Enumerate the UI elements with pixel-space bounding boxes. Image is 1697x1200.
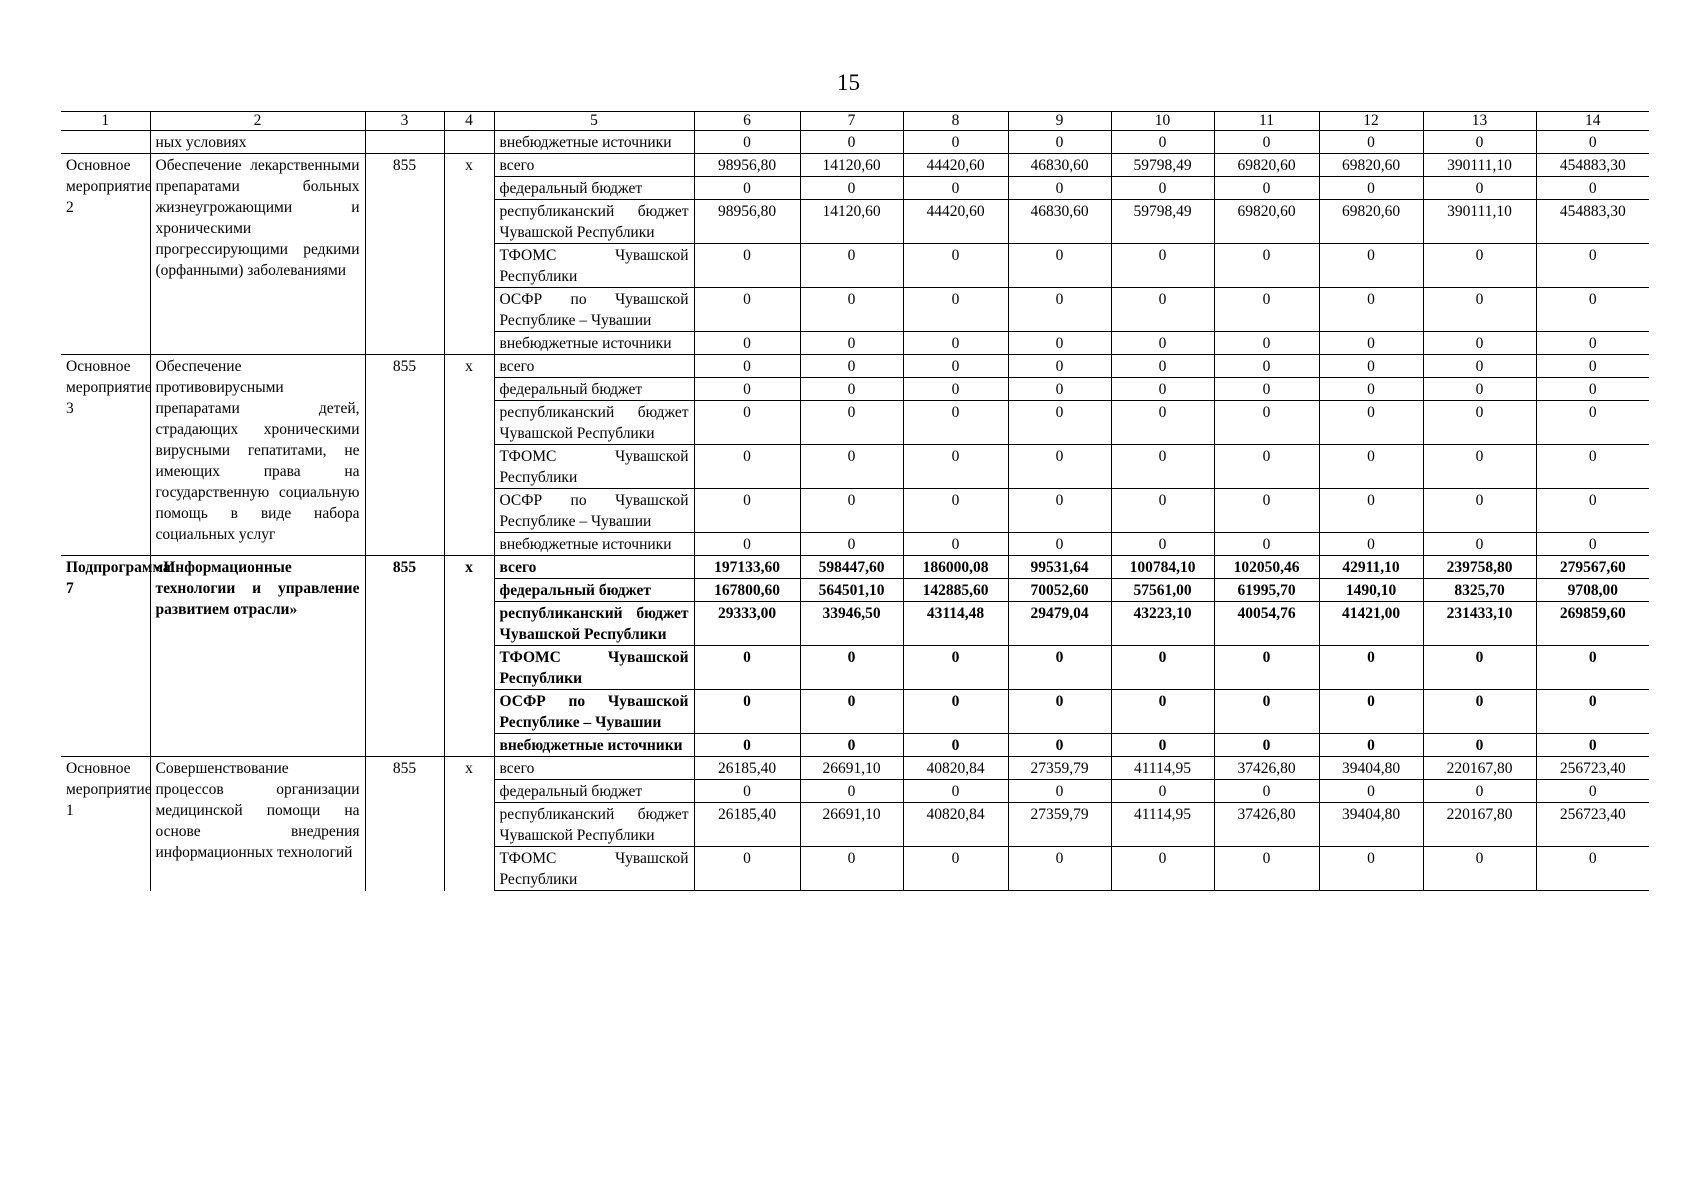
funding-value: 0 xyxy=(1008,288,1111,332)
responsible-code xyxy=(365,131,444,154)
column-number-2: 2 xyxy=(150,112,365,131)
funding-value: 0 xyxy=(1008,734,1111,757)
funding-value: 0 xyxy=(903,332,1008,355)
funding-value: 0 xyxy=(1423,533,1536,556)
funding-value: 0 xyxy=(1214,646,1319,690)
funding-value: 46830,60 xyxy=(1008,200,1111,244)
funding-value: 0 xyxy=(1423,646,1536,690)
funding-value: 0 xyxy=(1008,646,1111,690)
funding-value: 0 xyxy=(694,131,800,154)
funding-value: 26185,40 xyxy=(694,757,800,780)
table-row xyxy=(61,131,1649,154)
funding-source: ОСФР по Чувашской Республике – Чувашии xyxy=(494,489,694,533)
funding-source: федеральный бюджет xyxy=(494,378,694,401)
funding-value: 0 xyxy=(694,533,800,556)
funding-value: 0 xyxy=(694,401,800,445)
funding-source: республиканский бюджет Чувашской Республики xyxy=(494,602,694,646)
funding-value: 0 xyxy=(1111,177,1214,200)
funding-value: 279567,60 xyxy=(1536,556,1649,579)
funding-value: 0 xyxy=(903,734,1008,757)
funding-value: 0 xyxy=(903,401,1008,445)
funding-value: 0 xyxy=(1423,847,1536,891)
funding-value: 0 xyxy=(694,780,800,803)
funding-value: 0 xyxy=(1319,355,1423,378)
funding-value: 0 xyxy=(1536,780,1649,803)
funding-value: 0 xyxy=(1111,288,1214,332)
funding-value: 0 xyxy=(800,378,903,401)
column-number-4: 4 xyxy=(444,112,494,131)
funding-value: 142885,60 xyxy=(903,579,1008,602)
funding-value: 256723,40 xyxy=(1536,803,1649,847)
funding-value: 0 xyxy=(694,847,800,891)
funding-value: 0 xyxy=(1319,332,1423,355)
funding-value: 0 xyxy=(1423,177,1536,200)
funding-source: всего xyxy=(494,757,694,780)
funding-value: 40054,76 xyxy=(1214,602,1319,646)
funding-value: 41421,00 xyxy=(1319,602,1423,646)
funding-value: 0 xyxy=(694,355,800,378)
funding-source: ОСФР по Чувашской Республике – Чувашии xyxy=(494,690,694,734)
funding-value: 37426,80 xyxy=(1214,803,1319,847)
funding-value: 0 xyxy=(1423,401,1536,445)
funding-value: 0 xyxy=(1111,734,1214,757)
funding-value: 0 xyxy=(800,244,903,288)
column-number-row xyxy=(61,112,1649,131)
program-item-name: Основное мероприятие 3 xyxy=(61,355,150,556)
funding-value: 0 xyxy=(1319,445,1423,489)
funding-value: 37426,80 xyxy=(1214,757,1319,780)
column-number-12: 12 xyxy=(1319,112,1423,131)
funding-value: 0 xyxy=(800,489,903,533)
funding-value: 8325,70 xyxy=(1423,579,1536,602)
budget-table xyxy=(61,111,1649,891)
funding-value: 0 xyxy=(1536,445,1649,489)
funding-value: 0 xyxy=(1536,847,1649,891)
funding-value: 0 xyxy=(1423,489,1536,533)
funding-value: 0 xyxy=(903,646,1008,690)
funding-value: 0 xyxy=(800,445,903,489)
program-item-title: Совершенствование процессов организации медицинской помощи на основе внедрения информационных технологий xyxy=(150,757,365,891)
funding-value: 0 xyxy=(903,378,1008,401)
funding-value: 0 xyxy=(694,332,800,355)
funding-value: 0 xyxy=(694,244,800,288)
funding-value: 0 xyxy=(1423,355,1536,378)
funding-value: 98956,80 xyxy=(694,200,800,244)
funding-value: 0 xyxy=(1214,489,1319,533)
funding-value: 44420,60 xyxy=(903,154,1008,177)
column-number-11: 11 xyxy=(1214,112,1319,131)
funding-value: 0 xyxy=(1536,288,1649,332)
funding-value: 0 xyxy=(1214,533,1319,556)
funding-value: 9708,00 xyxy=(1536,579,1649,602)
funding-value: 0 xyxy=(1536,646,1649,690)
program-item-title: Обеспечение противовирусными препаратами детей, страдающих хроническими вирусными гепатитами, не имеющих права на государственную социальную помощь в виде набора социальных услуг xyxy=(150,355,365,556)
funding-value: 41114,95 xyxy=(1111,803,1214,847)
funding-value: 0 xyxy=(1423,734,1536,757)
program-item-name: Основное мероприятие 2 xyxy=(61,154,150,355)
funding-value: 0 xyxy=(800,401,903,445)
column-number-1: 1 xyxy=(61,112,150,131)
funding-source: ТФОМС Чувашской Республики xyxy=(494,445,694,489)
funding-value: 0 xyxy=(800,734,903,757)
funding-value: 0 xyxy=(800,847,903,891)
funding-value: 0 xyxy=(1214,131,1319,154)
column-number-14: 14 xyxy=(1536,112,1649,131)
funding-source: внебюджетные источники xyxy=(494,533,694,556)
funding-value: 0 xyxy=(800,288,903,332)
column-number-8: 8 xyxy=(903,112,1008,131)
funding-value: 0 xyxy=(1111,401,1214,445)
program-item-name xyxy=(61,131,150,154)
co-executor-mark: х xyxy=(444,556,494,757)
funding-source: федеральный бюджет xyxy=(494,177,694,200)
funding-source: всего xyxy=(494,556,694,579)
funding-source: всего xyxy=(494,355,694,378)
page-number: 15 xyxy=(837,70,860,95)
funding-source: республиканский бюджет Чувашской Республики xyxy=(494,803,694,847)
funding-value: 239758,80 xyxy=(1423,556,1536,579)
funding-value: 59798,49 xyxy=(1111,200,1214,244)
funding-value: 102050,46 xyxy=(1214,556,1319,579)
funding-value: 0 xyxy=(1536,489,1649,533)
funding-source: республиканский бюджет Чувашской Республики xyxy=(494,401,694,445)
funding-value: 0 xyxy=(800,533,903,556)
table-row xyxy=(61,556,1649,579)
funding-value: 0 xyxy=(903,177,1008,200)
funding-value: 0 xyxy=(694,690,800,734)
funding-value: 454883,30 xyxy=(1536,200,1649,244)
funding-value: 0 xyxy=(1111,244,1214,288)
funding-value: 0 xyxy=(1536,690,1649,734)
funding-value: 0 xyxy=(1319,533,1423,556)
funding-value: 0 xyxy=(1111,690,1214,734)
funding-source: ТФОМС Чувашской Республики xyxy=(494,847,694,891)
funding-value: 0 xyxy=(1536,533,1649,556)
funding-value: 0 xyxy=(694,288,800,332)
funding-value: 0 xyxy=(1008,378,1111,401)
funding-value: 0 xyxy=(1423,131,1536,154)
funding-value: 0 xyxy=(1319,690,1423,734)
funding-value: 564501,10 xyxy=(800,579,903,602)
funding-value: 0 xyxy=(1319,734,1423,757)
funding-value: 0 xyxy=(1214,401,1319,445)
funding-value: 0 xyxy=(694,177,800,200)
funding-value: 0 xyxy=(1111,378,1214,401)
funding-value: 41114,95 xyxy=(1111,757,1214,780)
funding-value: 0 xyxy=(1214,734,1319,757)
funding-value: 0 xyxy=(903,131,1008,154)
funding-value: 0 xyxy=(903,244,1008,288)
funding-value: 0 xyxy=(1008,177,1111,200)
funding-value: 197133,60 xyxy=(694,556,800,579)
funding-value: 220167,80 xyxy=(1423,757,1536,780)
funding-value: 0 xyxy=(800,355,903,378)
funding-value: 0 xyxy=(903,445,1008,489)
funding-value: 98956,80 xyxy=(694,154,800,177)
funding-value: 0 xyxy=(1008,244,1111,288)
funding-value: 0 xyxy=(1008,690,1111,734)
funding-value: 0 xyxy=(1536,177,1649,200)
funding-value: 0 xyxy=(1319,177,1423,200)
funding-value: 0 xyxy=(694,489,800,533)
funding-value: 43114,48 xyxy=(903,602,1008,646)
funding-value: 69820,60 xyxy=(1214,154,1319,177)
funding-value: 0 xyxy=(1214,445,1319,489)
funding-value: 390111,10 xyxy=(1423,200,1536,244)
funding-source: ТФОМС Чувашской Республики xyxy=(494,646,694,690)
funding-value: 0 xyxy=(800,177,903,200)
table-row xyxy=(61,355,1649,378)
funding-source: внебюджетные источники xyxy=(494,332,694,355)
funding-value: 0 xyxy=(1008,401,1111,445)
funding-value: 0 xyxy=(1319,847,1423,891)
funding-source: всего xyxy=(494,154,694,177)
funding-value: 61995,70 xyxy=(1214,579,1319,602)
funding-value: 220167,80 xyxy=(1423,803,1536,847)
funding-value: 454883,30 xyxy=(1536,154,1649,177)
funding-value: 0 xyxy=(1214,332,1319,355)
funding-source: федеральный бюджет xyxy=(494,780,694,803)
funding-value: 0 xyxy=(1214,355,1319,378)
funding-value: 0 xyxy=(903,355,1008,378)
funding-value: 598447,60 xyxy=(800,556,903,579)
funding-value: 0 xyxy=(800,690,903,734)
co-executor-mark: х xyxy=(444,355,494,556)
funding-value: 69820,60 xyxy=(1214,200,1319,244)
funding-value: 167800,60 xyxy=(694,579,800,602)
funding-value: 26185,40 xyxy=(694,803,800,847)
funding-value: 0 xyxy=(1111,646,1214,690)
funding-value: 0 xyxy=(903,489,1008,533)
funding-value: 186000,08 xyxy=(903,556,1008,579)
funding-value: 0 xyxy=(1319,780,1423,803)
funding-value: 0 xyxy=(800,332,903,355)
funding-value: 69820,60 xyxy=(1319,154,1423,177)
funding-value: 0 xyxy=(1111,533,1214,556)
funding-value: 0 xyxy=(1008,533,1111,556)
funding-value: 0 xyxy=(1214,244,1319,288)
column-number-13: 13 xyxy=(1423,112,1536,131)
funding-value: 0 xyxy=(694,445,800,489)
funding-value: 0 xyxy=(1214,780,1319,803)
funding-value: 39404,80 xyxy=(1319,757,1423,780)
funding-value: 59798,49 xyxy=(1111,154,1214,177)
funding-value: 0 xyxy=(1536,131,1649,154)
funding-source: ОСФР по Чувашской Республике – Чувашии xyxy=(494,288,694,332)
funding-value: 0 xyxy=(1319,131,1423,154)
funding-value: 0 xyxy=(800,646,903,690)
funding-value: 0 xyxy=(1111,847,1214,891)
funding-value: 0 xyxy=(1423,690,1536,734)
funding-value: 256723,40 xyxy=(1536,757,1649,780)
table-row xyxy=(61,154,1649,177)
funding-value: 0 xyxy=(1008,489,1111,533)
program-item-title: Обеспечение лекарственными препаратами больных жизнеугрожающими и хроническими прогрессирующими редкими (орфанными) заболеваниями xyxy=(150,154,365,355)
funding-value: 0 xyxy=(903,780,1008,803)
responsible-code: 855 xyxy=(365,154,444,355)
funding-value: 27359,79 xyxy=(1008,757,1111,780)
funding-value: 14120,60 xyxy=(800,200,903,244)
column-number-9: 9 xyxy=(1008,112,1111,131)
funding-value: 0 xyxy=(903,847,1008,891)
funding-value: 231433,10 xyxy=(1423,602,1536,646)
funding-value: 0 xyxy=(694,646,800,690)
funding-value: 0 xyxy=(903,533,1008,556)
funding-value: 42911,10 xyxy=(1319,556,1423,579)
program-item-title: «Информационные технологии и управление развитием отрасли» xyxy=(150,556,365,757)
funding-value: 0 xyxy=(694,734,800,757)
funding-value: 0 xyxy=(1111,355,1214,378)
funding-source: ТФОМС Чувашской Республики xyxy=(494,244,694,288)
funding-source: республиканский бюджет Чувашской Республики xyxy=(494,200,694,244)
funding-value: 0 xyxy=(694,378,800,401)
funding-value: 0 xyxy=(1536,378,1649,401)
funding-value: 0 xyxy=(1423,244,1536,288)
funding-value: 0 xyxy=(1423,288,1536,332)
column-number-10: 10 xyxy=(1111,112,1214,131)
funding-value: 27359,79 xyxy=(1008,803,1111,847)
funding-value: 0 xyxy=(1111,332,1214,355)
funding-value: 0 xyxy=(800,131,903,154)
funding-value: 26691,10 xyxy=(800,757,903,780)
funding-value: 0 xyxy=(1319,401,1423,445)
funding-value: 0 xyxy=(800,780,903,803)
funding-value: 0 xyxy=(1008,131,1111,154)
funding-value: 40820,84 xyxy=(903,803,1008,847)
column-number-6: 6 xyxy=(694,112,800,131)
funding-value: 0 xyxy=(1536,332,1649,355)
funding-source: федеральный бюджет xyxy=(494,579,694,602)
responsible-code: 855 xyxy=(365,757,444,891)
funding-value: 33946,50 xyxy=(800,602,903,646)
funding-value: 0 xyxy=(1008,332,1111,355)
funding-value: 57561,00 xyxy=(1111,579,1214,602)
funding-value: 0 xyxy=(903,690,1008,734)
funding-value: 390111,10 xyxy=(1423,154,1536,177)
funding-source: внебюджетные источники xyxy=(494,734,694,757)
funding-value: 0 xyxy=(1111,131,1214,154)
funding-value: 99531,64 xyxy=(1008,556,1111,579)
funding-value: 0 xyxy=(1423,780,1536,803)
funding-value: 1490,10 xyxy=(1319,579,1423,602)
funding-value: 269859,60 xyxy=(1536,602,1649,646)
funding-value: 0 xyxy=(903,288,1008,332)
funding-value: 0 xyxy=(1111,445,1214,489)
funding-value: 0 xyxy=(1111,780,1214,803)
funding-value: 0 xyxy=(1319,489,1423,533)
responsible-code: 855 xyxy=(365,556,444,757)
program-item-name: Основное мероприятие 1 xyxy=(61,757,150,891)
funding-value: 0 xyxy=(1536,401,1649,445)
column-number-3: 3 xyxy=(365,112,444,131)
funding-value: 14120,60 xyxy=(800,154,903,177)
funding-value: 100784,10 xyxy=(1111,556,1214,579)
funding-value: 0 xyxy=(1319,378,1423,401)
funding-value: 0 xyxy=(1536,244,1649,288)
funding-value: 39404,80 xyxy=(1319,803,1423,847)
funding-value: 0 xyxy=(1423,445,1536,489)
funding-value: 46830,60 xyxy=(1008,154,1111,177)
funding-value: 0 xyxy=(1214,288,1319,332)
funding-value: 0 xyxy=(1214,177,1319,200)
responsible-code: 855 xyxy=(365,355,444,556)
funding-value: 0 xyxy=(1008,780,1111,803)
table-row xyxy=(61,757,1649,780)
funding-value: 0 xyxy=(1536,734,1649,757)
funding-value: 0 xyxy=(1536,355,1649,378)
funding-value: 0 xyxy=(1008,355,1111,378)
funding-value: 0 xyxy=(1319,646,1423,690)
column-number-7: 7 xyxy=(800,112,903,131)
program-item-name: Подпрограмма 7 xyxy=(61,556,150,757)
funding-value: 70052,60 xyxy=(1008,579,1111,602)
co-executor-mark: х xyxy=(444,154,494,355)
funding-source: внебюджетные источники xyxy=(494,131,694,154)
funding-value: 0 xyxy=(1214,690,1319,734)
funding-value: 0 xyxy=(1319,288,1423,332)
co-executor-mark: х xyxy=(444,757,494,891)
funding-value: 29333,00 xyxy=(694,602,800,646)
funding-value: 29479,04 xyxy=(1008,602,1111,646)
funding-value: 0 xyxy=(1214,847,1319,891)
funding-value: 69820,60 xyxy=(1319,200,1423,244)
funding-value: 0 xyxy=(1423,378,1536,401)
funding-value: 0 xyxy=(1319,244,1423,288)
co-executor-mark xyxy=(444,131,494,154)
funding-value: 0 xyxy=(1008,847,1111,891)
funding-value: 40820,84 xyxy=(903,757,1008,780)
funding-value: 0 xyxy=(1423,332,1536,355)
funding-value: 26691,10 xyxy=(800,803,903,847)
funding-value: 43223,10 xyxy=(1111,602,1214,646)
funding-value: 0 xyxy=(1214,378,1319,401)
program-item-title: ных условиях xyxy=(150,131,365,154)
funding-value: 0 xyxy=(1008,445,1111,489)
column-number-5: 5 xyxy=(494,112,694,131)
funding-value: 44420,60 xyxy=(903,200,1008,244)
funding-value: 0 xyxy=(1111,489,1214,533)
